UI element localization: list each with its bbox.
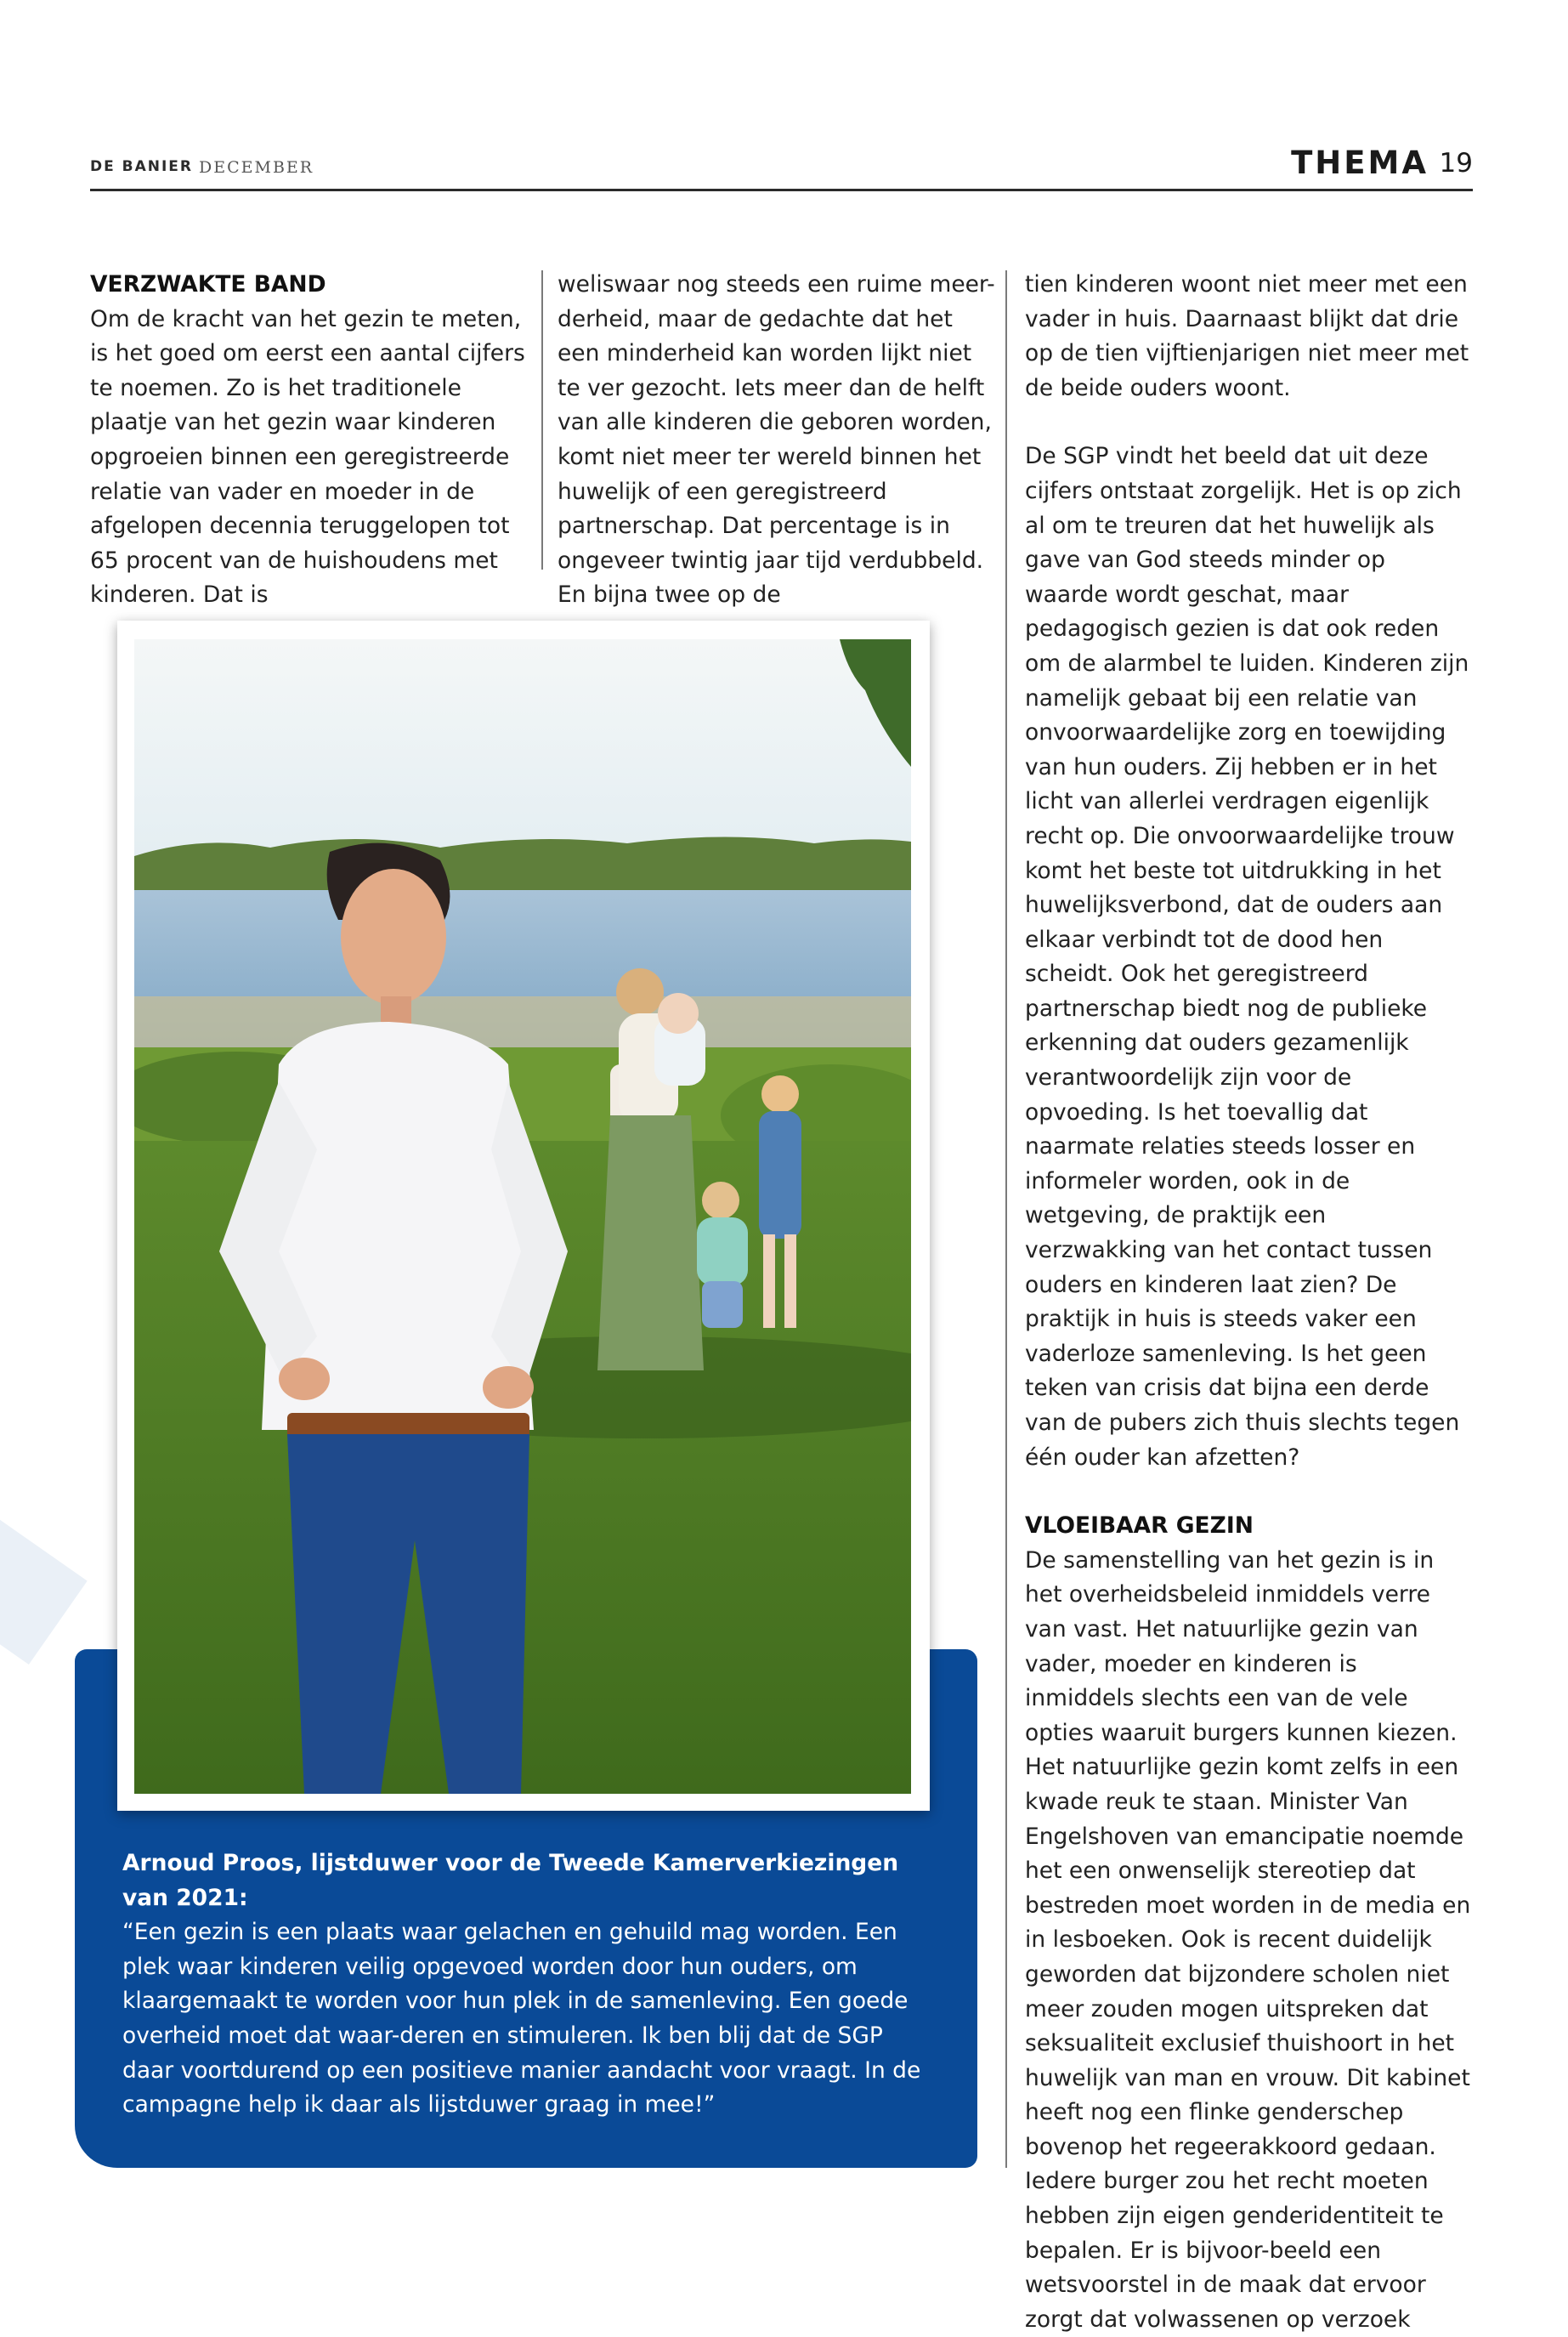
publication-name: DE BANIER — [90, 158, 194, 175]
issue-month: DECEMBER — [199, 158, 314, 177]
section-title: THEMA — [1291, 145, 1429, 181]
page-number: 19 — [1439, 148, 1473, 179]
caption-quote: “Een gezin is een plaats waar gelachen en gehuild mag worden. Een plek waar kinderen veilig opgevoed worden door hun ouders, om klaargemaakt te worden voor hun plek in de samenleving. Een goede overheid moet dat waar-deren en stimuleren. Ik ben blij dat de SGP daar voortdurend op een positieve manier aandacht voor vraagt. In de campagne help ik daar als lijstduwer graag in mee!” — [122, 1919, 921, 2119]
column3-paragraph-1: tien kinderen woont niet meer met een vader in huis. Daarnaast blijkt dat drie op de tien vijftienjarigen niet meer met de beide ouders woont. — [1025, 271, 1469, 401]
article-column-1 — [90, 268, 532, 613]
page-header — [90, 146, 1473, 191]
photo-caption — [122, 1846, 938, 2123]
decorative-stripe — [0, 1464, 88, 1665]
family-photo — [134, 639, 911, 1794]
column1-paragraph: Om de kracht van het gezin te meten, is het goed om eerst een aantal cijfers te noemen. Zo is het traditionele plaatje van het gezin waar kinderen opgroeien binnen een geregistreerde relatie van vader en moeder in de afgelopen decennia teruggelopen tot 65 procent van de huishoudens met kinderen. Dat is — [90, 305, 525, 609]
article-column-2 — [558, 268, 999, 613]
section-heading-vloeibaar-gezin: VLOEIBAAR GEZIN — [1025, 1512, 1254, 1540]
column2-paragraph: weliswaar nog steeds een ruime meer-derheid, maar de gedachte dat het een minderheid kan worden lijkt niet te ver gezocht. Iets meer dan de helft van alle kinderen die geboren worden, komt niet meer ter wereld binnen het huwelijk of een geregistreerd partnerschap. Dat percentage is in ongeveer twintig jaar tijd verdubbeld. En bijna twee op de — [558, 271, 995, 609]
photo-illustration — [134, 639, 911, 1794]
column3-paragraph-3: De samenstelling van het gezin is in het overheidsbeleid inmiddels verre van vast. Het natuurlijke gezin van vader, moeder en kinderen is inmiddels slechts een van de vele opties waaruit burgers kunnen kiezen. Het natuurlijke gezin komt zelfs in een kwade reuk te staan. Minister Van Engelshoven van emancipatie noemde het een onwenselijk stereotiep dat bestreden moet worden in de media en in lesboeken. Ook is recent duidelijk geworden dat bijzondere scholen niet meer zouden mogen uitspreken dat seksualiteit exclusief thuishoort in het huwelijk van man en vrouw. Dit kabinet heeft nog een flinke genderschep bovenop het regeerakkoord gedaan. Iedere burger zou het recht moeten hebben zijn eigen genderidentiteit te bepalen. Er is bijvoor-beeld een wetsvoorstel in de maak dat ervoor zorgt dat volwassenen op verzoek — [1025, 1546, 1471, 2333]
article-column-3 — [1025, 268, 1473, 2337]
caption-speaker: Arnoud Proos, lijstduwer voor de Tweede Kamerverkiezingen van 2021: — [122, 1850, 899, 1911]
column-divider — [541, 270, 543, 570]
column3-paragraph-2: De SGP vindt het beeld dat uit deze cijfers ontstaat zorgelijk. Het is op zich al om te treuren dat het huwelijk als gave van God steeds minder op waarde wordt geschat, maar pedagogisch gezien is dat ook reden om de alarmbel te luiden. Kinderen zijn namelijk gebaat bij een relatie van onvoorwaardelijke zorg en toewijding van hun ouders. Zij hebben er in het licht van allerlei verdragen eigenlijk recht op. Die onvoorwaardelijke trouw komt het beste tot uitdrukking in het huwelijksverbond, dat de ouders aan elkaar verbindt tot de dood hen scheidt. Ook het geregistreerd partnerschap biedt nog de publieke erkenning dat ouders gezamenlijk verantwoordelijk zijn voor de opvoeding. Is het toevallig dat naarmate relaties steeds losser en informeler worden, ook in de wetgeving, de praktijk een verzwakking van het contact tussen ouders en kinderen laat zien? De praktijk in huis is steeds vaker een vaderloze samenleving. Is het geen teken van crisis dat bijna een derde van de pubers zich thuis slechts tegen één ouder kan afzetten? — [1025, 443, 1469, 1471]
photo-frame — [117, 621, 930, 1811]
section-heading-verzwakte-band: VERZWAKTE BAND — [90, 271, 326, 298]
column-divider — [1005, 270, 1007, 2168]
